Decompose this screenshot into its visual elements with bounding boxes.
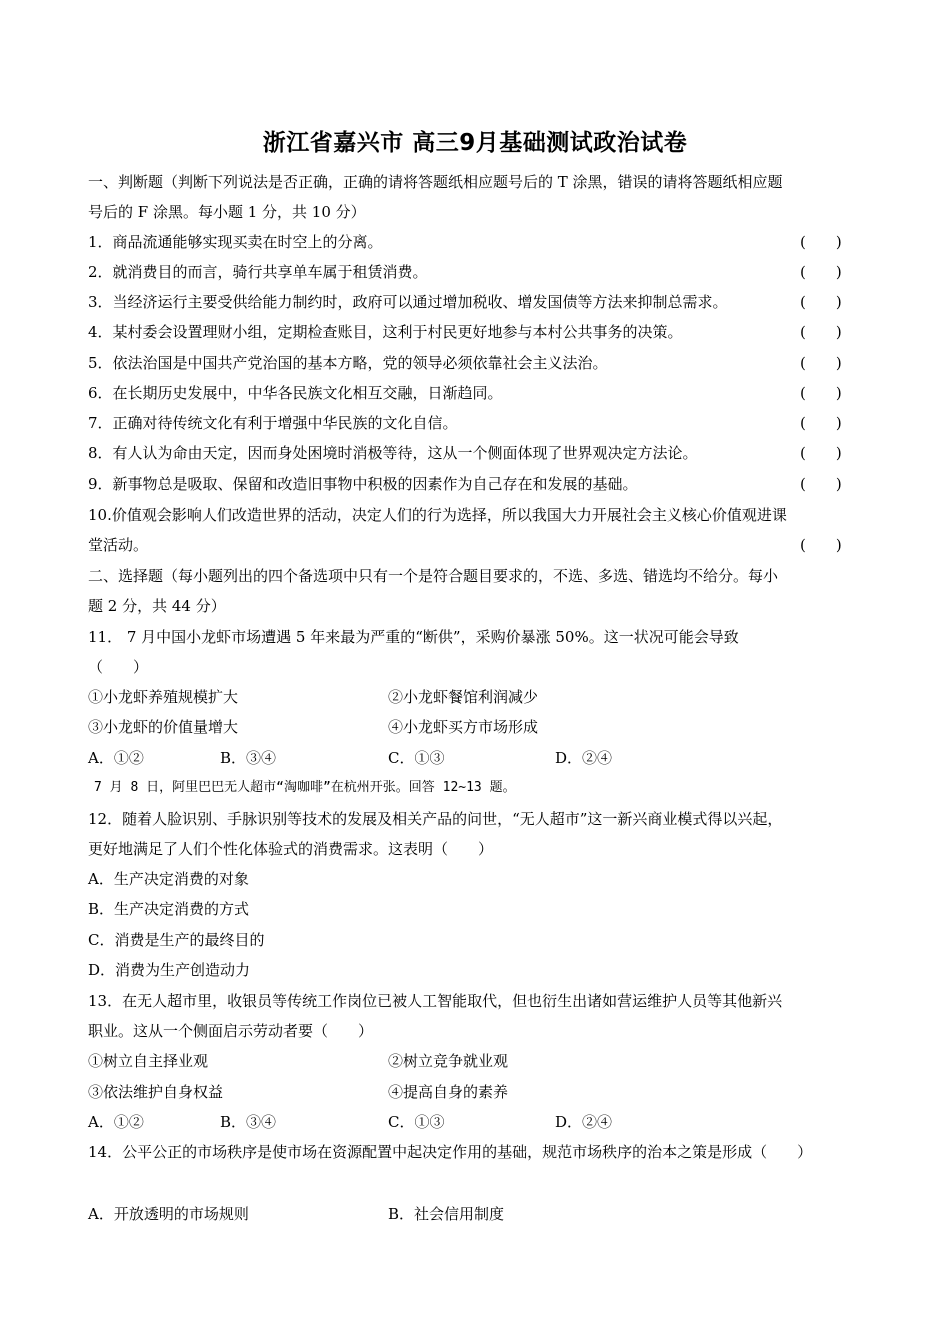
q13-statement-1: ①树立自主择业观 bbox=[88, 1052, 209, 1070]
question-10-cont: 堂活动。 bbox=[88, 536, 149, 554]
q13-statement-2: ②树立竞争就业观 bbox=[388, 1052, 509, 1070]
q11-statement-1: ①小龙虾养殖规模扩大 bbox=[88, 688, 239, 706]
answer-blank-2: ( ) bbox=[800, 263, 842, 281]
answer-blank-10: ( ) bbox=[800, 536, 842, 554]
question-11: 11． 7 月中国小龙虾市场遭遇 5 年来最为严重的“断供”，采购价暴涨 50%。这一状况可能会导致 bbox=[88, 628, 739, 646]
q13-statement-4: ④提高自身的素养 bbox=[388, 1083, 509, 1101]
q11-option-d: D．②④ bbox=[555, 749, 613, 767]
question-10: 10.价值观会影响人们改造世界的活动，决定人们的行为选择，所以我国大力开展社会主义核心价值观进课 bbox=[88, 506, 787, 524]
answer-blank-9: ( ) bbox=[800, 475, 842, 493]
question-13: 13．在无人超市里，收银员等传统工作岗位已被人工智能取代，但也衍生出诸如营运维护人员等其他新兴 bbox=[88, 992, 783, 1010]
section1-heading: 一、判断题（判断下列说法是否正确，正确的请将答题纸相应题号后的 T 涂黑，错误的请将答题纸相应题 bbox=[88, 173, 783, 191]
question-11-blank: （ ） bbox=[88, 658, 149, 676]
answer-blank-3: ( ) bbox=[800, 293, 842, 311]
section2-heading: 二、选择题（每小题列出的四个备选项中只有一个是符合题目要求的，不选、多选、错选均不给分。每小 bbox=[88, 567, 779, 585]
q13-option-d: D．②④ bbox=[555, 1113, 613, 1131]
question-13-cont: 职业。这从一个侧面启示劳动者要（ ） bbox=[88, 1022, 374, 1040]
question-14: 14．公平公正的市场秩序是使市场在资源配置中起决定作用的基础，规范市场秩序的治本之策是形成（ ） bbox=[88, 1143, 813, 1161]
q13-option-a: A．①② bbox=[88, 1113, 144, 1131]
q12-option-a: A．生产决定消费的对象 bbox=[88, 870, 249, 888]
answer-blank-4: ( ) bbox=[800, 323, 842, 341]
q13-option-b: B．③④ bbox=[220, 1113, 277, 1131]
answer-blank-8: ( ) bbox=[800, 444, 842, 462]
question-8: 8．有人认为命由天定，因而身处困境时消极等待，这从一个侧面体现了世界观决定方法论。 bbox=[88, 444, 698, 462]
question-12: 12．随着人脸识别、手脉识别等技术的发展及相关产品的问世，“无人超市”这一新兴商业模式得以兴起， bbox=[88, 810, 783, 828]
page-title: 浙江省嘉兴市 高三9月基础测试政治试卷 bbox=[262, 130, 688, 156]
question-4: 4．某村委会设置理财小组，定期检查账目，这利于村民更好地参与本村公共事务的决策。 bbox=[88, 323, 683, 341]
q11-option-b: B．③④ bbox=[220, 749, 277, 767]
q11-statement-3: ③小龙虾的价值量增大 bbox=[88, 718, 239, 736]
q14-option-a: A．开放透明的市场规则 bbox=[88, 1205, 249, 1223]
question-6: 6．在长期历史发展中，中华各民族文化相互交融，日渐趋同。 bbox=[88, 384, 503, 402]
q12-option-d: D．消费为生产创造动力 bbox=[88, 961, 251, 979]
q11-option-c: C．①③ bbox=[388, 749, 445, 767]
q13-option-c: C．①③ bbox=[388, 1113, 445, 1131]
q13-statement-3: ③依法维护自身权益 bbox=[88, 1083, 224, 1101]
q12-option-b: B．生产决定消费的方式 bbox=[88, 900, 250, 918]
q11-option-a: A．①② bbox=[88, 749, 144, 767]
q12-option-c: C．消费是生产的最终目的 bbox=[88, 931, 265, 949]
answer-blank-5: ( ) bbox=[800, 354, 842, 372]
question-7: 7．正确对待传统文化有利于增强中华民族的文化自信。 bbox=[88, 414, 458, 432]
question-5: 5．依法治国是中国共产党治国的基本方略，党的领导必须依靠社会主义法治。 bbox=[88, 354, 608, 372]
answer-blank-7: ( ) bbox=[800, 414, 842, 432]
shared-stem-12-13: 7 月 8 日，阿里巴巴无人超市“淘咖啡”在杭州开张。回答 12~13 题。 bbox=[94, 780, 516, 795]
question-2: 2．就消费目的而言，骑行共享单车属于租赁消费。 bbox=[88, 263, 428, 281]
answer-blank-1: ( ) bbox=[800, 233, 842, 251]
question-12-cont: 更好地满足了人们个性化体验式的消费需求。这表明（ ） bbox=[88, 840, 494, 858]
question-1: 1．商品流通能够实现买卖在时空上的分离。 bbox=[88, 233, 383, 251]
question-9: 9．新事物总是吸取、保留和改造旧事物中积极的因素作为自己存在和发展的基础。 bbox=[88, 475, 638, 493]
q11-statement-4: ④小龙虾买方市场形成 bbox=[388, 718, 539, 736]
question-3: 3．当经济运行主要受供给能力制约时，政府可以通过增加税收、增发国债等方法来抑制总需求。 bbox=[88, 293, 728, 311]
answer-blank-6: ( ) bbox=[800, 384, 842, 402]
section1-heading-cont: 号后的 F 涂黑。每小题 1 分，共 10 分） bbox=[88, 203, 366, 221]
q11-statement-2: ②小龙虾餐馆利润减少 bbox=[388, 688, 539, 706]
section2-heading-cont: 题 2 分，共 44 分） bbox=[88, 597, 226, 615]
q14-option-b: B．社会信用制度 bbox=[388, 1205, 505, 1223]
